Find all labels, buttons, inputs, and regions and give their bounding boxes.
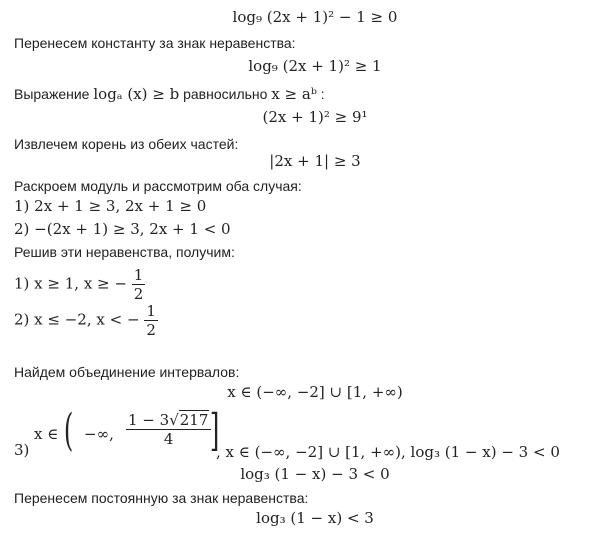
text-solve: Решив эти неравенства, получим: [14,244,235,260]
text-move-constant: Перенесем константу за знак неравенства: [14,35,296,51]
text-expression: Выражение [14,86,90,102]
result-1-prefix: 1) x ≥ 1, [14,274,80,293]
expr-log: logₐ (x) ≥ b [93,85,180,103]
expression-line [14,86,325,102]
big-right-bracket: ] [209,405,220,456]
text-root: Извлечем корень из обеих частей: [14,136,239,152]
case-2: 2) −(2x + 1) ≥ 3, 2x + 1 < 0 [14,220,231,238]
radicand: 217 [179,411,209,429]
inequality-5: log₃ (1 − x) − 3 < 0 [240,465,390,483]
case-1: 1) 2x + 1 ≥ 3, 2x + 1 ≥ 0 [14,197,207,215]
inequality-6: log₃ (1 − x) < 3 [256,509,374,527]
fraction-root-denominator: 4 [163,430,174,448]
expr-power: x ≥ aᵇ [271,85,317,103]
item-3-after: , x ∈ (−∞, −2] ∪ [1, +∞), log₃ (1 − x) − 3 < 0 [216,443,560,461]
result-2-rel: x < − [96,310,140,329]
item-3-x-in: x ∈ [34,425,59,443]
colon: : [320,86,325,102]
fraction-numerator: 1 [146,302,156,320]
result-2 [14,302,158,339]
result-2-prefix: 2) x ≤ −2, [14,310,92,329]
text-move-const-2: Перенесем постоянную за знак неравенства: [14,490,309,506]
radical-sign-icon: √ [169,411,179,429]
union-result: x ∈ (−∞, −2] ∪ [1, +∞) [227,383,403,401]
inequality-2: log₉ (2x + 1)² ≥ 1 [248,57,382,75]
fraction-denominator: 2 [146,321,156,339]
fraction-half-2 [144,302,158,339]
inequality-1: log₉ (2x + 1)² − 1 ≥ 0 [232,8,398,26]
fraction-half-1 [132,266,146,303]
item-3-label: 3) [14,441,30,459]
fraction-root [126,411,211,448]
item-3-minus-inf: −∞, [84,425,114,443]
text-module: Раскроем модуль и рассмотрим оба случая: [14,178,302,194]
text-equivalent: равносильно [183,86,268,102]
result-1 [14,266,145,303]
fraction-root-numerator [126,411,211,430]
big-left-paren: ( [63,405,74,456]
result-1-rel: x ≥ − [83,274,127,293]
numerator-text: 1 − 3 [128,411,170,429]
text-union: Найдем объединение интервалов: [14,364,240,380]
fraction-denominator: 2 [133,285,144,303]
inequality-3: (2x + 1)² ≥ 9¹ [262,108,368,126]
square-root [169,411,209,429]
inequality-4: |2x + 1| ≥ 3 [269,152,361,170]
fraction-numerator: 1 [133,266,144,284]
